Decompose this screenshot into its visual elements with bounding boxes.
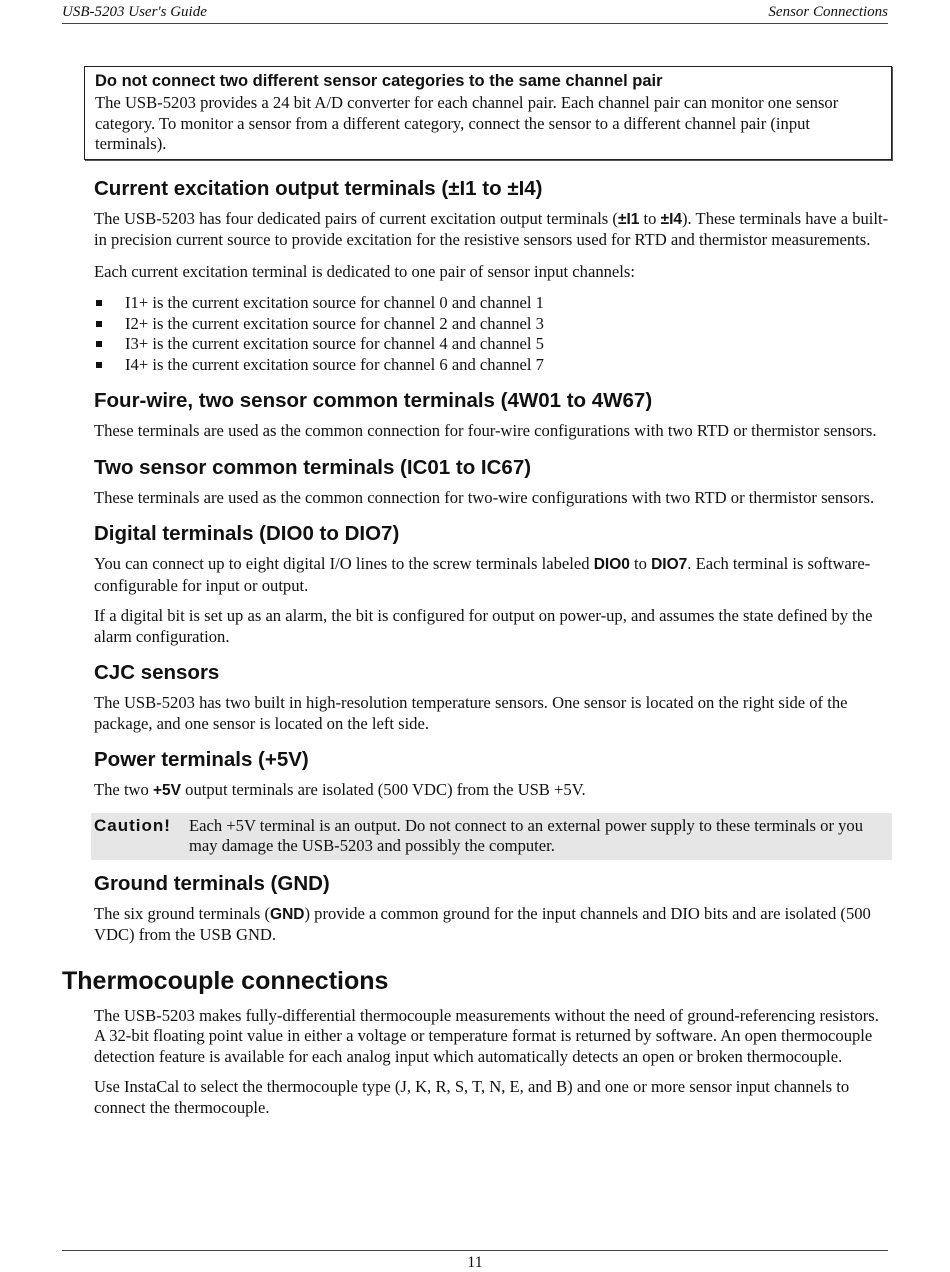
running-header	[62, 3, 888, 24]
digital-paragraph-2: If a digital bit is set up as an alarm, the bit is configured for output on power-up, and assumes the state defined by the alarm configuration.	[94, 606, 873, 646]
list-item: I1+ is the current excitation source for channel 0 and channel 1	[94, 293, 890, 314]
caution-box	[91, 813, 892, 860]
list-item: I3+ is the current excitation source for channel 4 and channel 5	[94, 334, 890, 355]
warning-body: The USB-5203 provides a 24 bit A/D converter for each channel pair. Each channel pair can monitor one sensor category. To monitor a sensor from a different category, connect the sensor to a different channel pair (input terminals).	[95, 93, 839, 153]
list-item: I4+ is the current excitation source for channel 6 and channel 7	[94, 355, 890, 376]
list-item: I2+ is the current excitation source for channel 2 and channel 3	[94, 314, 890, 335]
page-number: 11	[467, 1254, 483, 1271]
thermocouple-paragraph-2: Use InstaCal to select the thermocouple type (J, K, R, S, T, N, E, and B) and one or more sensor input channels to connect the thermocouple.	[94, 1077, 850, 1117]
heading-cjc: CJC sensors	[94, 661, 220, 684]
power-paragraph: The two +5V output terminals are isolated (500 VDC) from the USB +5V.	[94, 780, 586, 799]
ground-paragraph: The six ground terminals (GND) provide a common ground for the input channels and DIO bits and are isolated (500 VDC) from the USB GND.	[94, 903, 871, 944]
header-doc-title: USB-5203 User's Guide	[62, 4, 207, 20]
warning-title: Do not connect two different sensor categories to the same channel pair	[95, 72, 663, 90]
heading-power: Power terminals (+5V)	[94, 748, 309, 771]
current-excitation-paragraph-1: The USB-5203 has four dedicated pairs of current excitation output terminals (±I1 to ±I4). These terminals have a built-in precision current source to provide excitation for the resistive sensors used for RTD and thermistor measurements.	[94, 208, 889, 249]
header-section-title: Sensor Connections	[768, 4, 888, 20]
cjc-paragraph: The USB-5203 has two built in high-resolution temperature sensors. One sensor is located on the right side of the package, and one sensor is located on the left side.	[94, 693, 848, 733]
two-sensor-paragraph: These terminals are used as the common connection for two-wire configurations with two RTD or thermistor sensors.	[94, 487, 875, 507]
heading-ground: Ground terminals (GND)	[94, 871, 330, 895]
heading-thermocouple: Thermocouple connections	[62, 966, 389, 995]
four-wire-paragraph: These terminals are used as the common connection for four-wire configurations with two RTD or thermistor sensors.	[94, 421, 877, 440]
page-content	[62, 66, 890, 1118]
caution-label: Caution!	[94, 815, 171, 835]
warning-box	[84, 66, 892, 160]
heading-four-wire: Four-wire, two sensor common terminals (4W01 to 4W67)	[94, 389, 653, 412]
caution-text: Each +5V terminal is an output. Do not connect to an external power supply to these terminals or you may damage the USB-5203 and possibly the computer.	[189, 815, 864, 855]
digital-paragraph-1: You can connect up to eight digital I/O lines to the screw terminals labeled DIO0 to DIO7. Each terminal is software-configurable for input or output.	[94, 554, 871, 595]
current-excitation-paragraph-2: Each current excitation terminal is dedicated to one pair of sensor input channels:	[94, 261, 635, 281]
excitation-list	[94, 293, 890, 375]
heading-digital: Digital terminals (DIO0 to DIO7)	[94, 522, 400, 545]
thermocouple-paragraph-1: The USB-5203 makes fully-differential thermocouple measurements without the need of ground-referencing resistors. A 32-bit floating point value in either a voltage or temperature format is returned by software. An open thermocouple detection feature is available for each analog input which automatically detects an open or broken thermocouple.	[94, 1005, 879, 1066]
heading-current-excitation: Current excitation output terminals (±I1 to ±I4)	[94, 176, 543, 200]
heading-two-sensor: Two sensor common terminals (IC01 to IC67)	[94, 455, 532, 479]
